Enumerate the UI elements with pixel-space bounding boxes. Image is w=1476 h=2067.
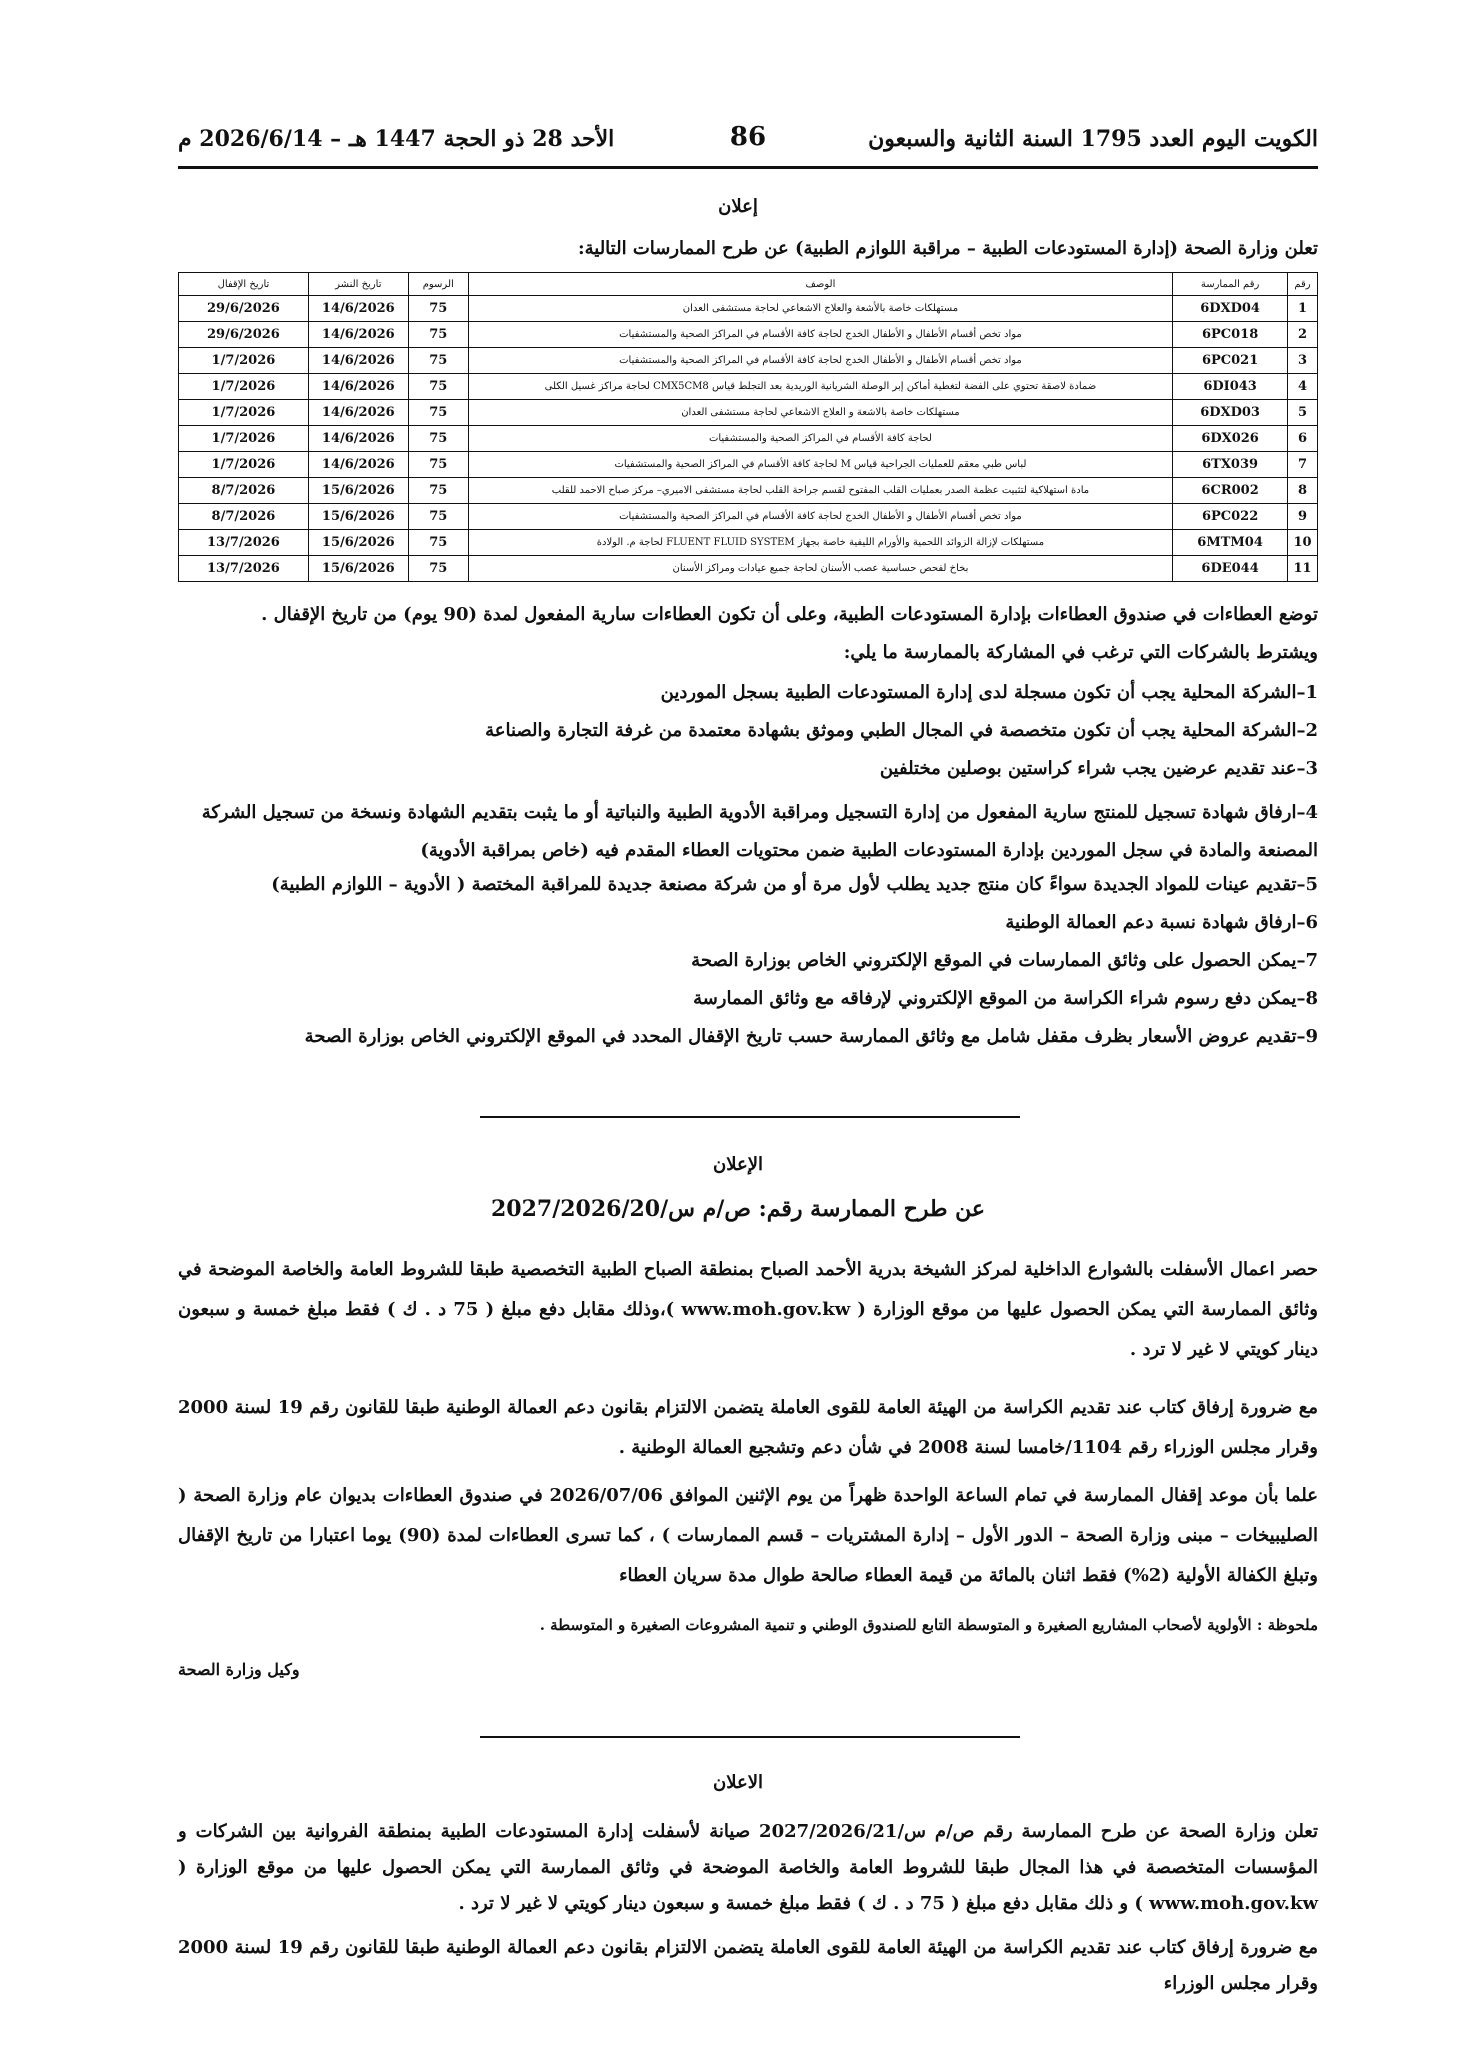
header-date: الأحد 28 ذو الحجة 1447 هـ – 2026/6/14 م [178, 126, 615, 152]
notice1-validity: توضع العطاءات في صندوق العطاءات بإدارة المستودعات الطبية، وعلى أن تكون العطاءات سارية المفعول لمدة (90 يوم) من تاريخ الإقفال . [261, 604, 1318, 625]
col-header-fees: الرسوم [408, 273, 468, 296]
row-number: 6 [1288, 426, 1318, 452]
page-number: 86 [729, 122, 767, 152]
condition-item: 1–الشركة المحلية يجب أن تكون مسجلة لدى إدارة المستودعات الطبية بسجل الموردين [660, 682, 1318, 703]
condition-item: 5–تقديم عينات للمواد الجديدة سواءً كان منتج جديد يطلب لأول مرة أو من شركة مصنعة جديدة للمراقبة المختصة ( الأدوية – اللوازم الطبية) [271, 874, 1318, 895]
condition-item: 6–ارفاق شهادة نسبة دعم العمالة الوطنية [1005, 912, 1318, 933]
fees: 75 [408, 426, 468, 452]
close-date: 1/7/2026 [179, 348, 309, 374]
tender-number: 6DI043 [1173, 374, 1288, 400]
notice1-title: إعلان [718, 196, 758, 217]
fees: 75 [408, 296, 468, 322]
condition-item: 9–تقديم عروض الأسعار بظرف مقفل شامل مع وثائق الممارسة حسب تاريخ الإقفال المحدد في الموقع الإلكتروني الخاص بوزارة الصحة [304, 1026, 1318, 1047]
table-row [179, 348, 1318, 374]
close-date: 8/7/2026 [179, 504, 309, 530]
description: لباس طبي معقم للعمليات الجراحية قياس M لحاجة كافة الأقسام في المراكز الصحية والمستشفيات [468, 452, 1172, 478]
header-issue: الكويت اليوم العدد 1795 السنة الثانية والسبعون [868, 126, 1318, 152]
publish-date: 15/6/2026 [308, 478, 408, 504]
row-number: 11 [1288, 556, 1318, 582]
tenders-table [178, 272, 1318, 582]
row-number: 10 [1288, 530, 1318, 556]
header-rule [178, 166, 1318, 169]
condition-item: 2–الشركة المحلية يجب أن تكون متخصصة في المجال الطبي وموثق بشهادة معتمدة من غرفة التجارة والصناعة [485, 720, 1318, 741]
publish-date: 14/6/2026 [308, 374, 408, 400]
tender-number: 6PC022 [1173, 504, 1288, 530]
close-date: 1/7/2026 [179, 400, 309, 426]
publish-date: 14/6/2026 [308, 426, 408, 452]
tender-number: 6MTM04 [1173, 530, 1288, 556]
notice2-signature: وكيل وزارة الصحة [178, 1660, 300, 1679]
description: مواد تخص أقسام الأطفال و الأطفال الخدج لحاجة كافة الأقسام في المراكز الصحية والمستشفيات [468, 348, 1172, 374]
description: ضمادة لاصقة تحتوي على الفضة لتغطية أماكن إبر الوصلة الشريانية الوريدية بعد التجلط قياس CMX5CM8 لحاجة مراكز غسيل الكلى [468, 374, 1172, 400]
col-header-description: الوصف [468, 273, 1172, 296]
publish-date: 14/6/2026 [308, 322, 408, 348]
close-date: 29/6/2026 [179, 296, 309, 322]
close-date: 1/7/2026 [179, 452, 309, 478]
description: بخاخ لفحص حساسية عصب الأسنان لحاجة جميع عيادات ومراكز الأسنان [468, 556, 1172, 582]
page-header [178, 122, 1318, 162]
row-number: 1 [1288, 296, 1318, 322]
fees: 75 [408, 400, 468, 426]
tender-number: 6PC018 [1173, 322, 1288, 348]
publish-date: 15/6/2026 [308, 530, 408, 556]
row-number: 5 [1288, 400, 1318, 426]
fees: 75 [408, 556, 468, 582]
table-row [179, 478, 1318, 504]
tender-number: 6TX039 [1173, 452, 1288, 478]
fees: 75 [408, 478, 468, 504]
publish-date: 14/6/2026 [308, 348, 408, 374]
description: مواد تخص أقسام الأطفال و الأطفال الخدج لحاجة كافة الأقسام في المراكز الصحية والمستشفيات [468, 504, 1172, 530]
col-header-number: رقم [1288, 273, 1318, 296]
notice1-intro: تعلن وزارة الصحة (إدارة المستودعات الطبية – مراقبة اللوازم الطبية) عن طرح الممارسات التالية: [577, 238, 1318, 259]
table-row [179, 400, 1318, 426]
table-row [179, 426, 1318, 452]
row-number: 7 [1288, 452, 1318, 478]
description: مستهلكات لإزالة الزوائد اللحمية والأورام الليفية خاصة بجهاز FLUENT FLUID SYSTEM لحاجة م. الولادة [468, 530, 1172, 556]
tender-number: 6DE044 [1173, 556, 1288, 582]
tender-number: 6PC021 [1173, 348, 1288, 374]
table-row [179, 296, 1318, 322]
publish-date: 15/6/2026 [308, 556, 408, 582]
condition-item: 8–يمكن دفع رسوم شراء الكراسة من الموقع الإلكتروني لإرفاقه مع وثائق الممارسة [693, 988, 1318, 1009]
publish-date: 15/6/2026 [308, 504, 408, 530]
fees: 75 [408, 504, 468, 530]
table-row [179, 452, 1318, 478]
description: مواد تخص أقسام الأطفال و الأطفال الخدج لحاجة كافة الأقسام في المراكز الصحية والمستشفيات [468, 322, 1172, 348]
description: لحاجة كافة الأقسام في المراكز الصحية والمستشفيات [468, 426, 1172, 452]
separator [480, 1736, 1020, 1738]
fees: 75 [408, 452, 468, 478]
table-row [179, 556, 1318, 582]
row-number: 4 [1288, 374, 1318, 400]
close-date: 1/7/2026 [179, 374, 309, 400]
col-header-tender-no: رقم الممارسة [1173, 273, 1288, 296]
row-number: 2 [1288, 322, 1318, 348]
notice3-para2: مع ضرورة إرفاق كتاب عند تقديم الكراسة من الهيئة العامة للقوى العاملة يتضمن الالتزام بقانون دعم العمالة الوطنية طبقا للقانون رقم 19 لسنة 2000 وقرار مجلس الوزراء [178, 1937, 1318, 1994]
table-row [179, 530, 1318, 556]
tender-number: 6DXD03 [1173, 400, 1288, 426]
fees: 75 [408, 348, 468, 374]
close-date: 29/6/2026 [179, 322, 309, 348]
tender-number: 6CR002 [1173, 478, 1288, 504]
publish-date: 14/6/2026 [308, 400, 408, 426]
row-number: 8 [1288, 478, 1318, 504]
col-header-publish-date: تاريخ النشر [308, 273, 408, 296]
notice2-title: الإعلان [713, 1154, 763, 1175]
notice3-title: الاعلان [713, 1772, 763, 1793]
table-header-row [179, 273, 1318, 296]
close-date: 13/7/2026 [179, 556, 309, 582]
notice2-subtitle: عن طرح الممارسة رقم: ص/م س/2027/2026/20 [490, 1196, 986, 1222]
fees: 75 [408, 322, 468, 348]
description: مستهلكات خاصة بالاشعة و العلاج الاشعاعي لحاجة مستشفى العدان [468, 400, 1172, 426]
close-date: 8/7/2026 [179, 478, 309, 504]
notice2-para3: علما بأن موعد إقفال الممارسة في تمام الساعة الواحدة ظهراً من يوم الإثنين الموافق 2026/07/06 في صندوق العطاءات بديوان عام وزارة الصحة ( الصليبيخات – مبنى وزارة الصحة – الدور الأول – إدارة المشتريات – قسم الممارسات ) ، كما تسرى العطاءات لمدة (90) يوما اعتبارا من تاريخ الإقفال وتبلغ الكفالة الأولية (2%) فقط اثنان بالمائة من قيمة العطاء صالحة طوال مدة سريان العطاء [178, 1485, 1319, 1586]
close-date: 13/7/2026 [179, 530, 309, 556]
notice2-note: ملحوظة : الأولوية لأصحاب المشاريع الصغيرة و المتوسطة التابع للصندوق الوطني و تنمية المشروعات الصغيرة و المتوسطة . [539, 1616, 1318, 1634]
publish-date: 14/6/2026 [308, 296, 408, 322]
table-row [179, 504, 1318, 530]
row-number: 9 [1288, 504, 1318, 530]
notice2-para2: مع ضرورة إرفاق كتاب عند تقديم الكراسة من الهيئة العامة للقوى العاملة يتضمن الالتزام بقانون دعم العمالة الوطنية طبقا للقانون رقم 19 لسنة 2000 وقرار مجلس الوزراء رقم 1104/خامسا لسنة 2008 في شأن دعم وتشجيع العمالة الوطنية . [178, 1397, 1318, 1458]
notice2-para1: حصر اعمال الأسفلت بالشوارع الداخلية لمركز الشيخة بدرية الأحمد الصباح بمنطقة الصباح الطبية التخصصية طبقا للشروط العامة والخاصة الموضحة في وثائق الممارسة التي يمكن الحصول عليها من موقع الوزارة ( www.moh.gov.kw )،وذلك مقابل دفع مبلغ ( 75 د . ك ) فقط مبلغ خمسة و سبعون دينار كويتي لا غير لا ترد . [178, 1259, 1319, 1360]
description: مادة استهلاكية لتثبيت عظمة الصدر بعمليات القلب المفتوح لقسم جراحة القلب لحاجة مستشفى الاميري– مركز صباح الاحمد للقلب [468, 478, 1172, 504]
description: مستهلكات خاصة بالأشعة والعلاج الاشعاعي لحاجة مستشفى العدان [468, 296, 1172, 322]
condition-item: 3–عند تقديم عرضين يجب شراء كراستين بوصلين مختلفين [879, 758, 1318, 779]
publish-date: 14/6/2026 [308, 452, 408, 478]
tender-number: 6DX026 [1173, 426, 1288, 452]
condition-item: 7–يمكن الحصول على وثائق الممارسات في الموقع الإلكتروني الخاص بوزارة الصحة [691, 950, 1318, 971]
separator [480, 1116, 1020, 1118]
notice3-para1: تعلن وزارة الصحة عن طرح الممارسة رقم ص/م س/2027/2026/21 صيانة لأسفلت إدارة المستودعات الطبية بمنطقة الفروانية بين الشركات و المؤسسات المتخصصة في هذا المجال طبقا للشروط العامة والخاصة الموضحة في وثائق الممارسة التي يمكن الحصول عليها من موقع الوزارة ( www.moh.gov.kw ) و ذلك مقابل دفع مبلغ ( 75 د . ك ) فقط مبلغ خمسة و سبعون دينار كويتي لا غير لا ترد . [178, 1821, 1318, 1914]
col-header-close-date: تاريخ الإقفال [179, 273, 309, 296]
table-row [179, 322, 1318, 348]
fees: 75 [408, 530, 468, 556]
row-number: 3 [1288, 348, 1318, 374]
condition-item: 4–ارفاق شهادة تسجيل للمنتج سارية المفعول من إدارة التسجيل ومراقبة الأدوية الطبية والنباتية أو ما يثبت بتقديم الشهادة ونسخة من تسجيل الشركة المصنعة والمادة في سجل الموردين بإدارة المستودعات الطبية ضمن محتويات العطاء المقدم فيه (خاص بمراقبة الأدوية) [201, 802, 1318, 861]
tender-number: 6DXD04 [1173, 296, 1288, 322]
table-row [179, 374, 1318, 400]
close-date: 1/7/2026 [179, 426, 309, 452]
fees: 75 [408, 374, 468, 400]
notice1-conditions-intro: ويشترط بالشركات التي ترغب في المشاركة بالممارسة ما يلي: [843, 642, 1318, 663]
